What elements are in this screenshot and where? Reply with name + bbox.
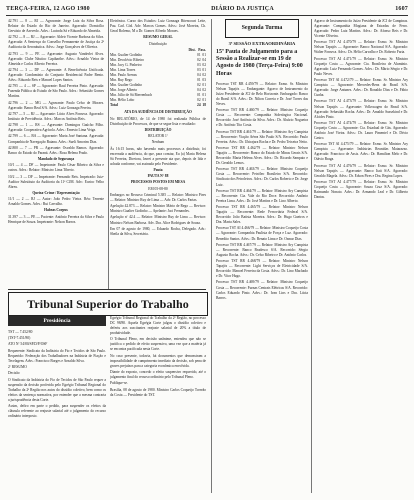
paragraph: 42.796 — 2 — MG — Agravante: Paulo Celso de Moraes. Agravado: Banco Real S/A. Advs.: Luiz Gonzaga Pereira. (8, 100, 104, 110)
paragraph: Publique-se. (110, 381, 128, 386)
paragraph: Processo TST AI 4.476/79 — Relator: Exmo. Sr. Ministro Nelson Tapajós — Agravante: Banco Itaú S/A. Agravado: Geraldo Magela. Advs.: Dr. Edson Pires e Dra. Regina Lopes. (314, 163, 408, 178)
subheading: Queixa-Crime / Representação (32, 190, 80, 195)
paragraph: Processo TST AI 4.471/79 — Relator: Exmo. Sr. Ministro Coqueijo Costa — Agravante: Cia. Brasileira de Alumínio. Agravado: Luiz Fernando Gomes. Advs.: Dr. Mário Sérgio e Dr. Paulo Neves. (314, 56, 408, 76)
column-1 (8, 19, 104, 289)
paragraph: Às 16:15 horas, não havendo mais processos a distribuir, foi encerrada a audiência, do que, para constar, Eu (a) Maria Helena Sá Ferreira, Diretora, lavrei a presente ata que, depois de lida e achada conforme, vai assinada pelo Presidente. (110, 146, 206, 166)
paragraph: Processo TST RR 4.460/79 — Relator: Ministro Coqueijo Costa — Recorrente: Companhia Siderúrgica Nacional. Recorrido: José Antônio da Silva. Advs.: Dr. Aluízio Nogueira e Dr. Antônio Tito Costa. (216, 108, 308, 128)
paragraph: Em 07 de agosto de 1980, — Eduardo Rocha, Delegado. Adv.: Sheila da Silva, Secretária. (110, 226, 206, 236)
paragraph: Processo TST RR 4.465/79 — Relator: Ministro Nelson Tapajós — Recorrente: Rede Ferroviária Federal S/A. Recorrido: João Batista Moreira. Advs.: Dr. Hugo Gueiros e Dra. Marta Sales. (216, 205, 308, 225)
header-page-number: 1607 (395, 6, 408, 12)
paragraph: Apelação nº 42.4 — Relator: Ministro Ruy de Lima — Revisor: Ministro Nelson Barbosa. Adv. Dra. Alice Rodrigues de Souza. (110, 215, 206, 225)
column-header: Dist. (188, 47, 196, 52)
column-3 (216, 19, 308, 493)
paragraph: TST — 7.452/80 (8, 330, 33, 334)
table-row: Min. Lima Torres 03 01 (110, 67, 206, 72)
presidencia-text-left (8, 330, 106, 496)
paragraph: Nenhum (151, 140, 165, 145)
paragraph: Processo TST AI 4.474/79 — Relator: Exmo. Sr. Ministro Coqueijo Costa — Agravante: Cia. Estadual de Gás. Agravado: Antônio José Vieira. Advs.: Dr. Lauro Pimentel e Dr. Décio Castro. (314, 120, 408, 140)
paragraph: Egrégio Tribunal Regional do Trabalho da 2ª Região, no processo DC 98/80. Aquela Egrégia Corte julgou o dissídio coletivo e deferiu aos suscitantes reajuste salarial de 20% a título de produtividade. (110, 316, 206, 336)
paragraph: Processo TST RR 4.468/79 — Relator: Ministro Nelson Tapajós — Recorrente: Light Serviços de Eletricidade S/A. Recorrido: Manoel Ferreira da Costa. Advs.: Dr. Lino Machado e Dr. Vitor Hugo. (216, 259, 308, 279)
paragraph: (TST-7.451/80) (8, 336, 31, 341)
paragraph: Diante do exposto, concedo o efeito suspensivo requerido, até o julgamento final do recurso ordinário pelo Tribunal Pleno. (110, 370, 206, 380)
paragraph: Assim, defiro em parte o pedido, para suspender os efeitos da cláusula referente ao reajuste salarial até o julgamento do recurso ordinário interposto. (8, 403, 106, 419)
paragraph: Processo TST RR 4.469/79 — Relator: Ministro Coqueijo Costa — Recorrente: Furnas Centrais Elétricas S/A. Recorrido: Carlos Eduardo Pinto. Advs.: Dr. Ivan Lins e Dra. Lúcia Barros. (216, 280, 308, 300)
paragraph: Processo TST AI 4.473/79 — Relator: Exmo. Sr. Ministro Nelson Tapajós — Agravante: Volkswagen do Brasil S/A. Agravado: Sebastião Rocha. Advs.: Dr. Arnaldo Sussekind e Dr. Alcides Pinto. (314, 99, 408, 119)
paragraph: Processo TST AI 4.472/79 — Relator: Exmo. Sr. Ministro Ary Campista — Agravante: Mercedes-Benz do Brasil S/A. Agravado: Jorge Antunes. Advs.: Dr. Ronaldo Dias e Dr. Fábio Cunha. (314, 78, 408, 98)
paragraph: 42.792 — 8 — RJ — Agravante: Aldeir Vicente Barbosa da Silva. Agravada: A Sentença do Conselho Permanente de Justiça da 2ª Auditoria da Aeronáutica. Advs.: Jorge Gonçalves de Oliveira. (8, 35, 104, 50)
tribunal-title: Tribunal Superior do Trabalho (8, 292, 208, 316)
subheading: Mandado de Segurança (37, 157, 75, 162)
pauta-title: 15ª Pauta de Julgamento para a Sessão a Realizar-se em 19 de Agosto de 1980 (Terça-Feira) 9:00 Horas (216, 49, 303, 77)
header-journal-title: DIÁRIO DA JUSTIÇA (211, 6, 274, 12)
column-2 (110, 19, 206, 291)
paragraph: EM 05-08-80 (148, 186, 168, 191)
page-header (6, 4, 408, 14)
subheading: Pauta (153, 167, 163, 172)
table-row: Min. Jacy G. Pinheiro 03 02 (110, 62, 206, 67)
paragraph: 10/1 — 4 — DF — Impetrante: Paulo César Ribeiro da Silva e outros. Advs.: Relator: Ministro Lima Tiberio. (8, 163, 104, 173)
paragraph: Processo TST AI 4.466/79 — Relator: Ministro Coqueijo Costa — Agravante: Companhia Paulista de Força e Luz. Agravado: Benedito Santos. Advs.: Dr. Renato Lima e Dr. Osmar Dias. (216, 226, 308, 241)
section-title-box: Segunda Turma (225, 19, 299, 38)
header-date: TERÇA-FEIRA, 12 AGO 1980 (6, 6, 90, 12)
column-divider (211, 19, 212, 493)
presidencia-heading: Presidência (8, 316, 106, 326)
subheading: DISTRIBUIÇÃO (144, 127, 172, 132)
column-header: Pass. (198, 47, 206, 52)
paragraph: 42.791 — 8 — RJ — Agravante: Jorge Luiz da Silva Rosa. Relator do Estado do Rio de Janeiro. Agravado: Domicílio Gervásio de Azevedo. Advs.: Lucinda Sá e Eduardo de Almeida. (8, 19, 104, 34)
paragraph: Processo TST RR 4.462/79 — Relator: Ministro Nelson Tapajós — Recorrente: Banco do Estado de Minas Gerais S/A. Recorrido: Maria Helena Alves. Advs.: Dr. Ricardo Sampaio e Dr. Geraldo Lemos. (216, 145, 308, 166)
table-row: Min. Ruy Rego 01 03 (110, 78, 206, 83)
paragraph: Eletrônica. Curso dos Estados: Luiz Gonzaga Bitencourt Leite, Pau. Cad. Cód. Adv. Marcos Gomes. Advs.: José Moreira, Ch. Geral Rolemo, M a Dr. Gomes Alfredo Moraes. (110, 19, 206, 34)
paragraph: Processo TST RR 4.463/79 — Relator: Ministro Coqueijo Costa — Recorrente: Petróleo Brasileiro S/A. Recorrido: Sindicato dos Petroleiros. Advs.: Dr. Carlos Roberto e Dr. Jorge Luiz. (216, 167, 308, 187)
paragraph: 42.800 — 7 — PR — Agravante: Osvaldo Ramos. Agravado: Banco do Estado do Paraná. Advs.: Rosa Helena Prado. (8, 145, 104, 155)
paragraph: ATO Nº 54/80/SP.D/P/OSF (8, 342, 48, 347)
paragraph: Processo TST AI 4.475/79 — Relator: Exmo. Sr. Ministro Ary Campista — Agravante: Indústrias Reunidas Matarazzo. Agravado: Francisco de Assis. Advs.: Dr. Hamilton Melo e Dr. Otávio Braga. (314, 142, 408, 162)
paragraph: Processo TST RR 4.459/79 — Relator: Exmo. Sr. Ministro Nelson Tapajós — Embargante: Agravo de Instrumento do Juízo Presidente da JCJ de Belo Horizonte. Embargado: Banco do Brasil S/A. Advs.: Dr. Nilton Correia e Dr. José Torres das Neves. (216, 81, 308, 107)
paragraph: Processo TST RR 4.461/79 — Relator: Ministro Ary Campista — Recorrente: Viação Aérea São Paulo S/A. Recorrido: Paulo Ferreira. Advs.: Dr. Ubirajara Rocha e Dr. Pedro Teixeira Netto. (216, 129, 308, 144)
paragraph: 42.797 — 5 — RJ — Agravante: Lúcio Alves Fonseca. Agravado: Instituto de Previdência. Advs.: Marcos Antônio Reis. (8, 111, 104, 121)
table-row: Min. Jorge Alberto 04 02 (110, 88, 206, 93)
subheading: RESUMO GERAL (143, 35, 173, 40)
subheading: PROCESSOS POSTOS EM MESA (130, 180, 186, 185)
paragraph: 42.798 — 1 — RS — Agravante: Domingos Gaúcho Filho. Agravada: Cooperativa Agrícola. Advs.: Ernesto Lima Veiga. (8, 123, 104, 133)
subheading: PAUTA Nº 88 (147, 174, 169, 179)
distribution-table (110, 48, 206, 109)
subheading: Distribuição (149, 41, 167, 46)
paragraph: 42.794 — 3 — DF — Agravante: A Beneficência Unificada. Agravado: Condomínio do Conjunto Residencial Padre Bento. Advs.: Eduardo Reis e Manoel Lopes Santos. (8, 67, 104, 83)
paragraph: 42.795 — 4 — SP — Agravante: Raul Ferreira Pinto. Agravada: Fazenda Pública do Estado de São Paulo. Advs.: Sebastião Gomes Martins. (8, 84, 104, 99)
table-row: Min. Gualter Godinho 01 01 (110, 52, 206, 57)
paragraph: Brasília, 08 de agosto de 1980. Ministro Carlos Coqueijo Torreão da Costa — Presidente do TST. (110, 387, 206, 397)
paragraph: Agravo de Instrumento do Juízo Presidente da JCJ de Campinas. Agravante: Companhia Mogiana de Estradas de Ferro. Agravado: Pedro Luiz Martins. Advs.: Dr. Afonso Reis e Dr. Vicente Oliveira. (314, 19, 408, 39)
presidencia-text-right (110, 316, 206, 496)
paragraph: 10/2 — 3 — DF — Impetrante: Fernando Reis. Impetrado: Juiz-Auditor Substituto da Auditoria da 11ª CJM. Adv.: Eurico Velho Abreu. (8, 174, 104, 189)
table-row: Min. Júlio de Sá Bierrenbach 01 01 (110, 93, 206, 98)
table-row: Min. Paulo Arenas 04 02 (110, 73, 206, 78)
column-divider (108, 19, 109, 289)
paragraph: No caso presente, todavia, há documentos que demonstram a impossibilidade de cumprimento imediato da decisão, sob pena de graves prejuízos para a categoria econômica envolvida. (110, 353, 206, 368)
paragraph: 42.793 — 9 — PE — Agravante: Augusto Vanderlei Alves. Agravado: Clube Náutico Capibaribe. Advs.: Arnaldo Vieira de Almeida e Carlos Alberto Ferreira. (8, 51, 104, 66)
paragraph: Requerente: Sindicato da Indústria do Fio e Tecidos de São Paulo. Requerido: Federação dos Trabalhadores na Indústria de Fiação e Tecelagem. Advs.: Francisco Borges e Arnaldo Silva. (8, 348, 106, 363)
paragraph: RELATOR 1º (148, 134, 168, 139)
subheading: Decisão (8, 371, 20, 376)
session-title: 3ª SESSÃO EXTRAORDINÁRIA (228, 41, 296, 46)
subheading: ATA DA AUDIÊNCIA DE DISTRIBUIÇÃO (124, 110, 192, 115)
paragraph: O Sindicato da Indústria do Fio de Tecidos de São Paulo requer a suspensão da decisão proferida pelo Egrégio Tribunal Regional do Trabalho da 2ª Região nos autos do dissídio coletivo, bem como os efeitos da sentença normativa, por entender que a mesma contraria a jurisprudência desta Corte. (8, 377, 106, 402)
table-row: Min. Deoclécio Ribeiro 02 04 (110, 57, 206, 62)
table-row: Min. Hélio Lobo 02 01 (110, 98, 206, 103)
section-rule (8, 289, 206, 290)
paragraph: Embargos no Recurso Criminal 5.385 — Relator: Ministro Pires — Relator: Ministro Ruy de Lima — Adv. Dr. Carlos Farias. (110, 192, 206, 202)
paragraph: Processo TST RR 4.467/79 — Relator: Ministro Ary Campista — Recorrente: Banco Bradesco S/A. Recorrido: Sérgio Augusto Rocha. Advs.: Dr. Celso Ribeiro e Dr. Antônio Carlos. (216, 242, 308, 257)
paragraph: O Tribunal Pleno, em decisão unânime, entendeu que não se justifica o pedido de efeito suspensivo, uma vez que a matéria já se encontra pacificada nesta Corte. (110, 337, 206, 352)
paragraph: Processo TST RR 4.464/79 — Relator: Ministro Ary Campista — Recorrente: Cia. Vale do Rio Doce. Recorrido: Antônio Pereira Lima. Advs.: Dr. José Martins e Dr. Lino Alberto. (216, 188, 308, 203)
paragraph: 11/1 — 2 — RJ — Autor: João Pedro Vieira. Réu: Tenente Arnaldo Gomes. Advs.: Rui Carvalho. (8, 197, 104, 207)
paragraph: 31.397 — 3 — PE — Paciente: Antônio Ferreira da Silva e Paulo Henrique de Souza. Impetrante: Nelson Barros. (8, 214, 104, 224)
table-row: Min. Gualter Godinho 02 01 (110, 83, 206, 88)
paragraph: 42.799 — 6 — BA — Agravante: Maria José Santana. Agravada: Companhia de Navegação Baiana. Advs.: Sueli Amorim Dias. (8, 134, 104, 144)
paragraph: Processo TST AI 4.470/79 — Relator: Exmo. Sr. Ministro Nelson Tapajós — Agravante: Banco Nacional S/A. Agravado: Walter Fonseca. Advs.: Dr. Hélio Carvalho e Dr. Roberto Faria. (314, 40, 408, 55)
paragraph: Apelação 42.873 — Relator: Ministro Mário de Rego — Revisor: Ministro Gualter Godinho — Apelante: Jaci Fernandes. (110, 204, 206, 214)
paragraph: No RELATÓRIO, de 14 de 1980 foi realizada Pública de Distribuição de Processos, de que se segue lista e resultado: (110, 116, 206, 126)
header-rule (6, 15, 408, 16)
table-total-row: Total 24 18 (110, 103, 206, 108)
paragraph: Processo TST AI 4.477/79 — Relator: Exmo. Sr. Ministro Coqueijo Costa — Agravante: Souza Cruz S/A. Agravado: Raimundo Nonato. Advs.: Dr. Armando Leal e Dr. Gilberto Dantas. (314, 179, 408, 200)
subheading: 2º RESUMO (8, 365, 27, 370)
column-4 (314, 19, 408, 493)
subheading: Habeas Corpus (44, 208, 68, 213)
column-divider (311, 19, 312, 493)
